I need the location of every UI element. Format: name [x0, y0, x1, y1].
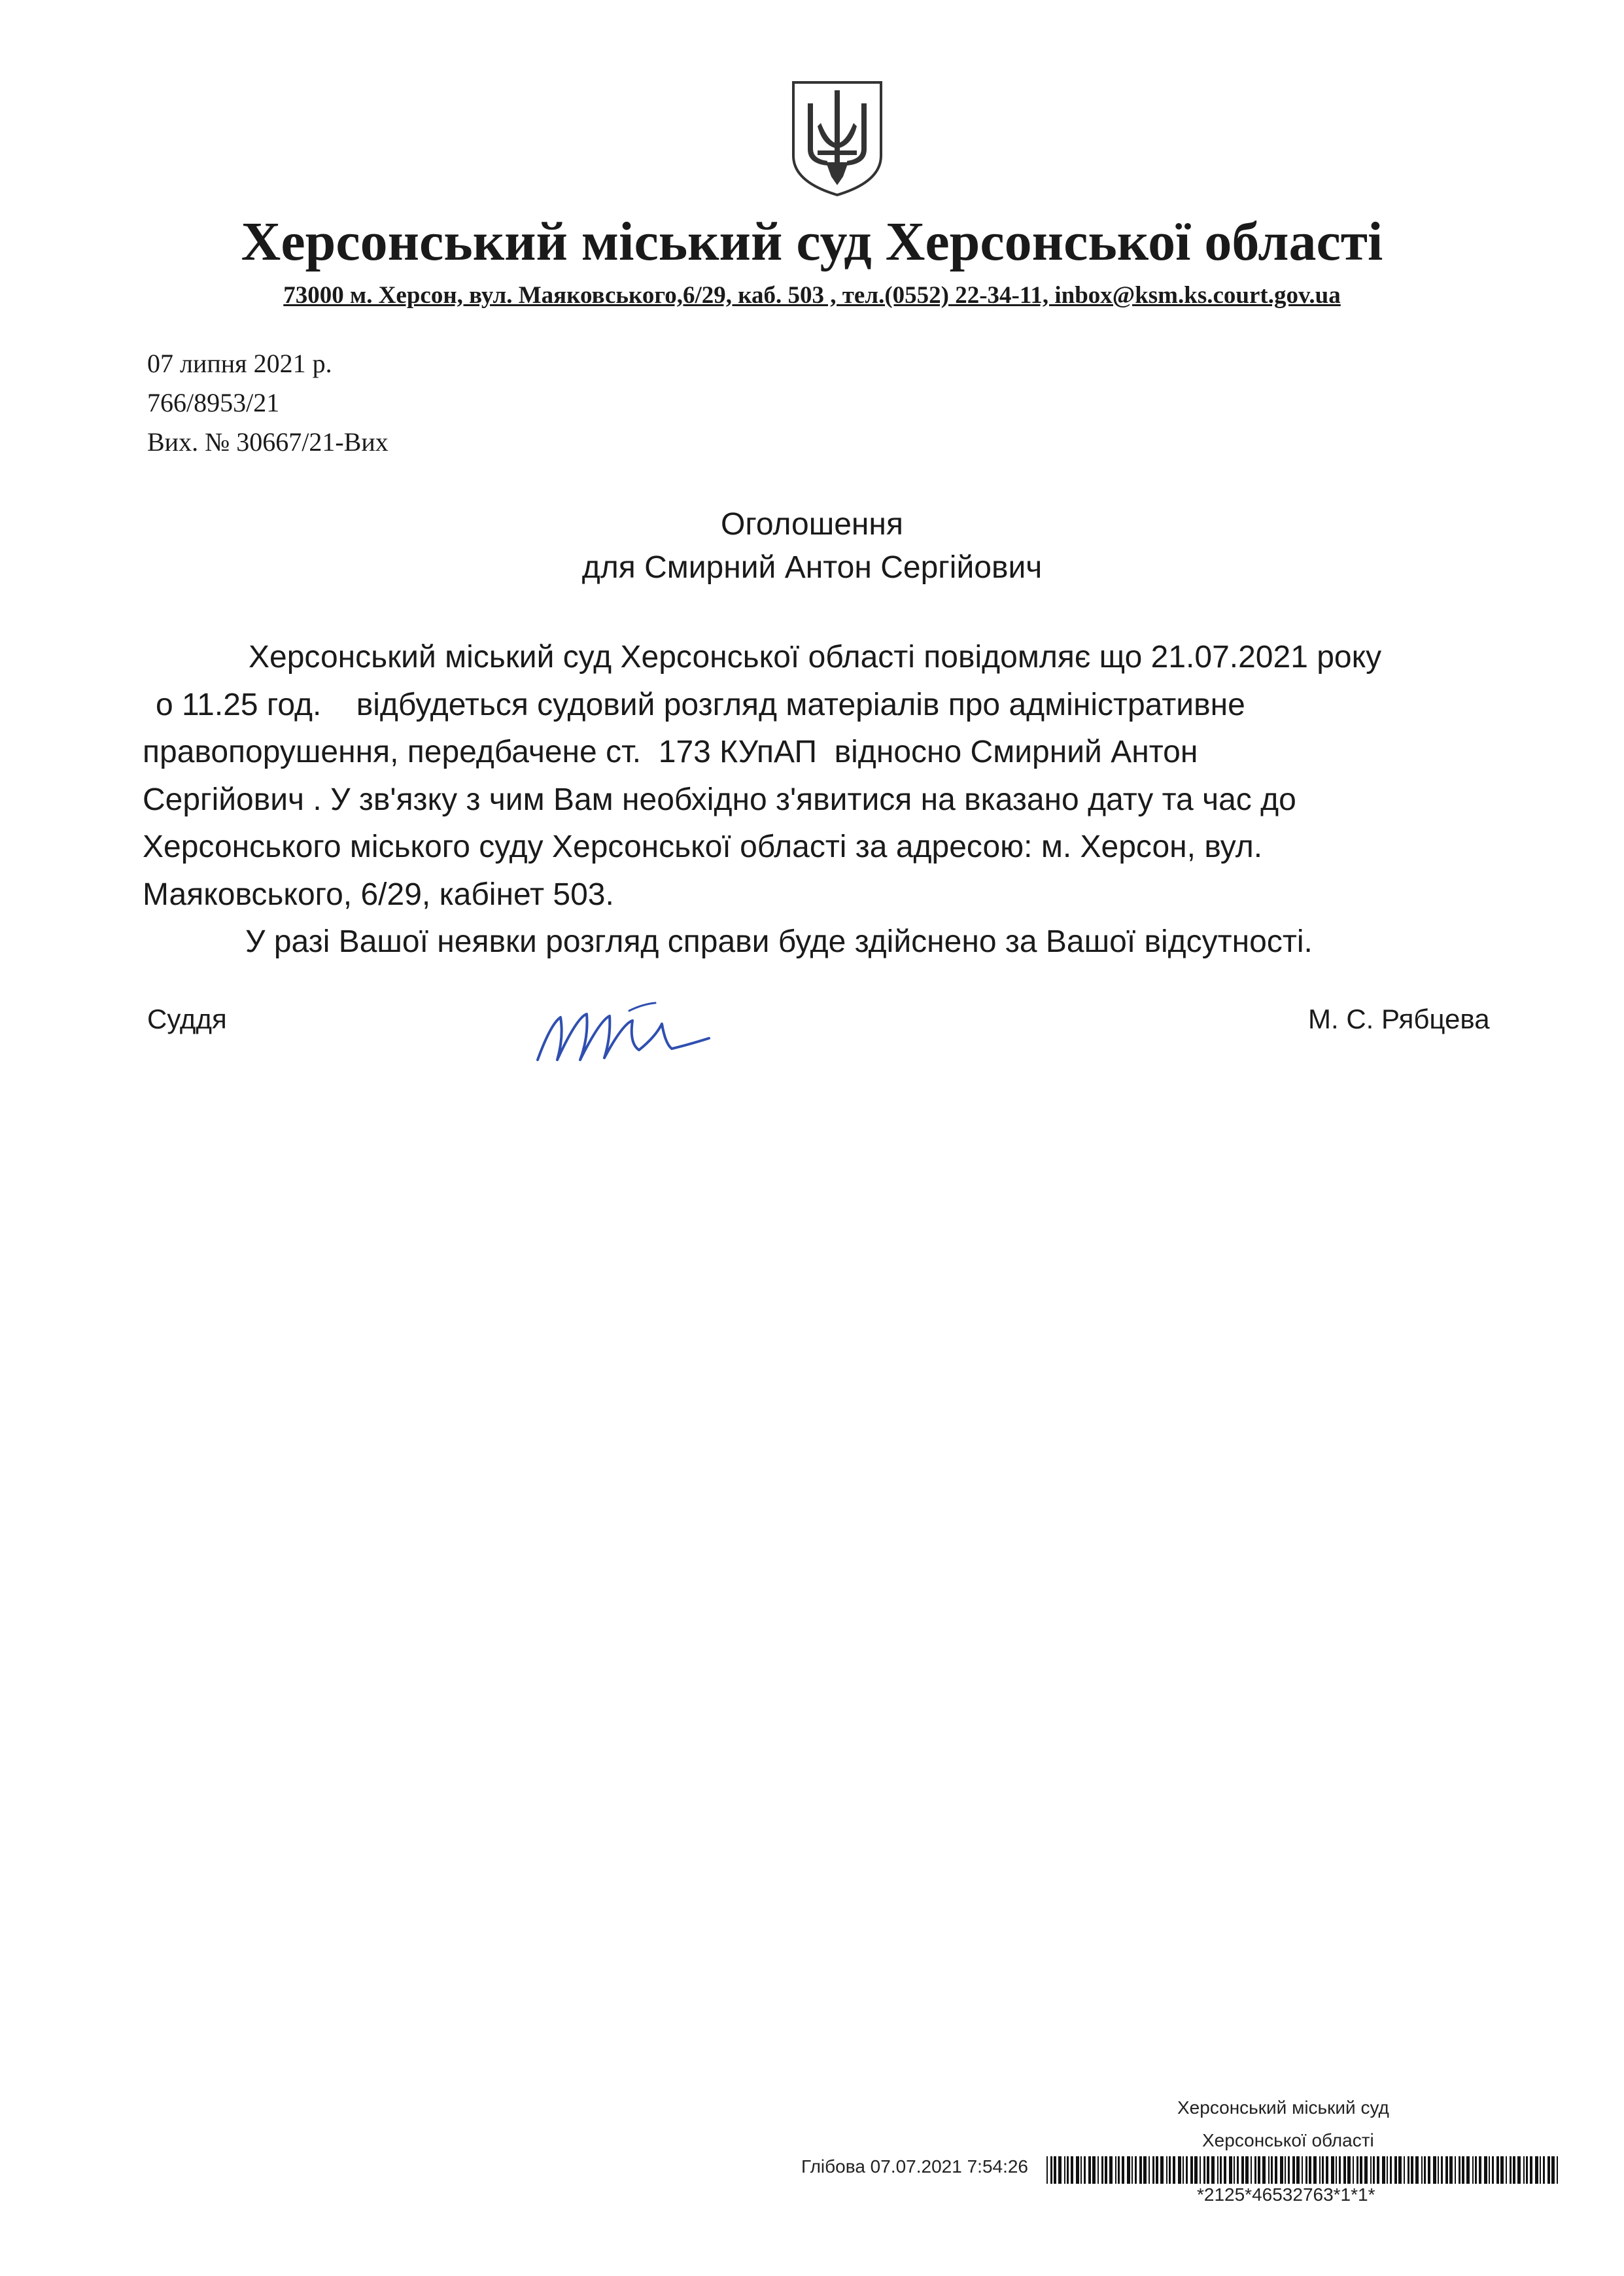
document-date: 07 липня 2021 р. [147, 349, 332, 378]
barcode [1046, 2156, 1563, 2184]
footer-operator-timestamp: Глібова 07.07.2021 7:54:26 [801, 2156, 1029, 2177]
footer-stamp-line: Херсонський міський суд [1177, 2097, 1389, 2118]
body-line: правопорушення, передбачене ст. 173 КУпАП відносно Смирний Антон [143, 735, 1198, 769]
announcement-title: Оголошення [721, 507, 903, 542]
announcement-recipient: для Смирний Антон Сергійович [581, 550, 1043, 585]
body-line: о 11.25 год. відбудеться судовий розгляд матеріалів про адміністративне [156, 688, 1245, 722]
body-line: Маяковського, 6/29, кабінет 503. [143, 877, 614, 912]
body-line: Херсонський міський суд Херсонської області повідомляє що 21.07.2021 року [249, 640, 1382, 674]
footer-stamp-line: Херсонської області [1202, 2130, 1374, 2150]
body-line: У разі Вашої неявки розгляд справи буде здійснено за Вашої відсутності. [245, 924, 1313, 959]
body-line: Сергійович . У зв'язку з чим Вам необхідно з'явитися на вказано дату та час до [143, 782, 1296, 817]
body-line: Херсонського міського суду Херсонської області за адресою: м. Херсон, вул. [143, 830, 1263, 864]
signature-role: Суддя [147, 1004, 227, 1034]
outgoing-number: Вих. № 30667/21-Вих [147, 427, 389, 457]
court-name: Херсонський міський суд Херсонської області [241, 211, 1383, 272]
case-number: 766/8953/21 [147, 388, 280, 417]
judge-name: М. С. Рябцева [1308, 1004, 1490, 1034]
coat-of-arms-icon [788, 77, 886, 198]
barcode-number: *2125*46532763*1*1* [1197, 2184, 1375, 2205]
court-address: 73000 м. Херсон, вул. Маяковського,6/29, каб. 503 , тел.(0552) 22-34-11, inbox@ksm.ks.court.gov.ua [283, 282, 1341, 309]
handwritten-signature [531, 998, 714, 1070]
